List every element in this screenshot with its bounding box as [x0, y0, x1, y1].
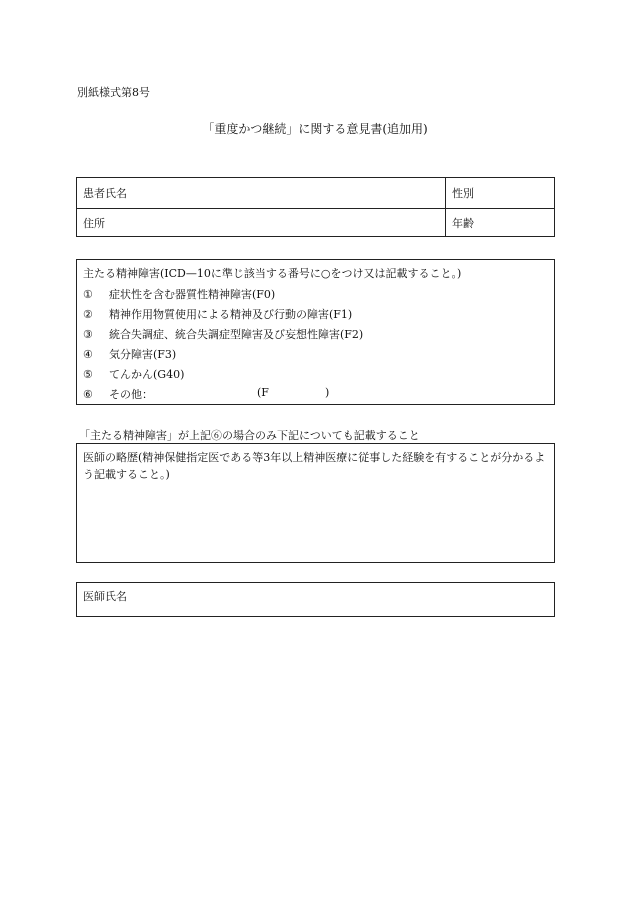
option-number: ④ [83, 348, 93, 361]
diagnosis-box [76, 259, 555, 405]
cell-divider [445, 208, 446, 237]
sex-label[interactable]: 性別 [452, 187, 474, 200]
other-f-code-close: ) [325, 386, 330, 399]
option-number: ⑤ [83, 368, 93, 381]
option-text: 気分障害(F3) [109, 348, 177, 361]
age-label[interactable]: 年齢 [452, 217, 474, 230]
instruction-note: 「主たる精神障害」が上記⑥の場合のみ下記についても記載すること [79, 429, 420, 442]
cell-divider [445, 178, 446, 208]
option-text: てんかん(G40) [109, 368, 185, 381]
diagnosis-option-f0[interactable] [83, 286, 275, 302]
address-label[interactable]: 住所 [83, 217, 105, 230]
patient-row-name [77, 178, 554, 209]
diagnosis-option-g40[interactable] [83, 366, 184, 382]
patient-info-table [76, 177, 555, 237]
option-text: その他： [109, 388, 153, 401]
document-title: 「重度かつ継続」に関する意見書(追加用) [202, 122, 428, 136]
doctor-career-label: 医師の略歴(精神保健指定医である等3年以上精神医療に従事した経験を有することが分かるよう記載すること。) [83, 451, 546, 481]
diagnosis-option-f3[interactable] [83, 346, 176, 362]
doctor-name-label: 医師氏名 [83, 590, 127, 603]
option-number: ② [83, 308, 93, 321]
option-text: 精神作用物質使用による精神及び行動の障害(F1) [109, 308, 353, 321]
option-number: ③ [83, 328, 93, 341]
option-number: ① [83, 288, 93, 301]
diagnosis-option-f1[interactable] [83, 306, 352, 322]
form-number: 別紙様式第8号 [77, 86, 150, 99]
diagnosis-option-other[interactable] [83, 386, 383, 402]
patient-name-label[interactable]: 患者氏名 [83, 187, 127, 200]
option-text: 症状性を含む器質性精神障害(F0) [109, 288, 276, 301]
doctor-career-box[interactable] [76, 443, 555, 563]
doctor-name-box[interactable] [76, 582, 555, 617]
patient-row-address [77, 208, 554, 237]
option-number: ⑥ [83, 388, 93, 401]
option-text: 統合失調症、統合失調症型障害及び妄想性障害(F2) [109, 328, 364, 341]
other-f-code-open: (F [257, 386, 269, 399]
diagnosis-option-f2[interactable] [83, 326, 363, 342]
diagnosis-heading: 主たる精神障害(ICD—10に準じ該当する番号に○をつけ又は記載すること。) [83, 267, 462, 280]
